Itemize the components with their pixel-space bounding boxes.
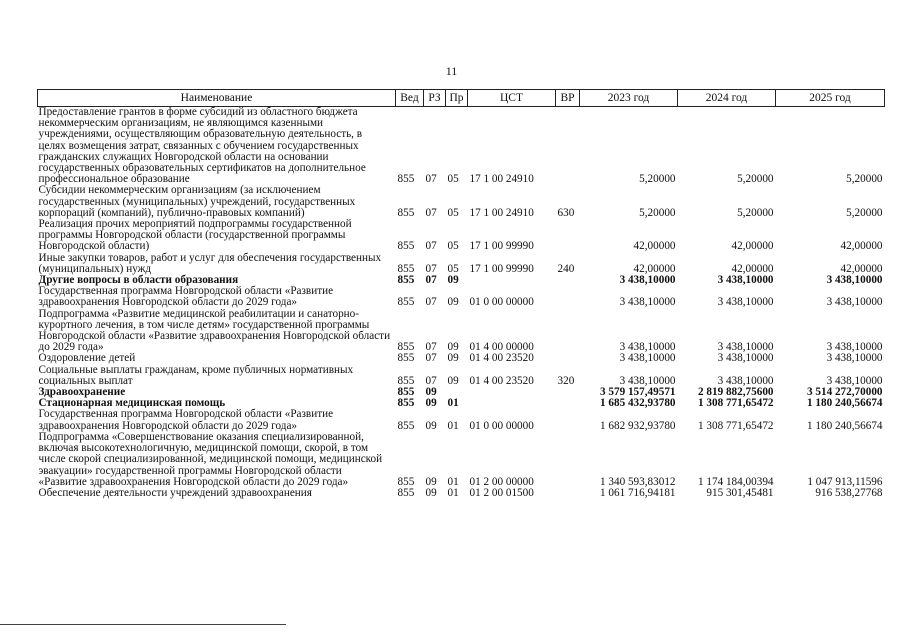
row-cst: 01 4 00 00000	[469, 341, 534, 354]
table-row	[38, 353, 885, 364]
row-vr	[556, 286, 580, 308]
table-row	[38, 286, 885, 308]
row-2024: 3 438,10000	[717, 341, 774, 354]
row-2024: 1 174 184,00394	[697, 475, 774, 488]
row-2024: 5,20000	[737, 206, 774, 219]
table-row	[38, 253, 885, 275]
table-row	[38, 409, 885, 431]
row-rz: 07	[425, 240, 437, 253]
row-ved: 855	[397, 173, 415, 186]
header-name: Наименование	[38, 90, 396, 107]
row-rz: 07	[425, 173, 437, 186]
row-ved: 855	[397, 374, 415, 387]
row-ved: 855	[397, 475, 415, 488]
header-2023: 2023 год	[580, 90, 678, 107]
row-rz: 07	[425, 352, 437, 365]
row-pr: 05	[447, 262, 459, 275]
row-cst	[468, 275, 556, 286]
table-row	[38, 488, 885, 499]
row-name: Социальные выплаты гражданам, кроме публичных нормативных социальных выплат	[38, 363, 354, 387]
row-2024: 42,00000	[731, 240, 774, 253]
row-rz: 07	[425, 206, 437, 219]
row-2023: 1 685 432,93780	[599, 397, 676, 410]
row-ved: 855	[397, 206, 415, 219]
row-name: Предоставление грантов в форме субсидий из областного бюджета некоммерческим организациям, не являющимся казенными учреждениями, осуществляющим образовательную деятельность, в целях возмещения затрат, связанных с обучением государственных гражданских служащих Новгородской области на основании государственных образовательных сертификатов на дополнительное профессиональное образование	[38, 106, 366, 186]
row-2023: 3 438,10000	[619, 341, 676, 354]
row-rz: 09	[425, 419, 437, 432]
header-2025: 2025 год	[776, 90, 885, 107]
row-pr: 01	[447, 486, 459, 499]
row-pr: 05	[447, 206, 459, 219]
row-2025: 1 180 240,56674	[806, 419, 883, 432]
row-pr: 05	[447, 240, 459, 253]
table-row	[38, 107, 885, 186]
row-name: Стационарная медицинская помощь	[38, 397, 226, 410]
row-2023: 3 438,10000	[619, 374, 676, 387]
row-2025: 42,00000	[840, 240, 883, 253]
row-name: Другие вопросы в области образования	[38, 274, 239, 287]
row-vr: 240	[557, 262, 575, 275]
row-2025: 5,20000	[846, 173, 883, 186]
row-pr: 09	[447, 341, 459, 354]
row-vr	[556, 219, 580, 253]
row-rz: 09	[425, 397, 437, 410]
row-2023: 3 438,10000	[619, 352, 676, 365]
row-2024: 3 438,10000	[717, 274, 774, 287]
row-2025: 1 047 913,11596	[807, 475, 883, 488]
header-pr: Пр	[446, 90, 468, 107]
row-rz: 07	[425, 341, 437, 354]
row-2023: 3 438,10000	[619, 296, 676, 309]
row-cst: 01 4 00 23520	[469, 352, 534, 365]
table-row	[38, 365, 885, 387]
row-2023: 1 061 716,94181	[599, 486, 676, 499]
row-2025: 3 514 272,70000	[806, 386, 883, 399]
row-pr: 09	[447, 374, 459, 387]
row-2023: 5,20000	[639, 206, 676, 219]
row-pr: 01	[447, 397, 459, 410]
row-ved: 855	[397, 274, 415, 287]
row-2024: 42,00000	[731, 262, 774, 275]
row-2025: 42,00000	[840, 262, 883, 275]
table-row	[38, 185, 885, 219]
budget-table	[37, 89, 885, 499]
row-cst: 17 1 00 24910	[469, 206, 534, 219]
row-2023: 1 340 593,83012	[599, 475, 676, 488]
row-2024: 2 819 882,75600	[697, 386, 774, 399]
row-rz: 07	[425, 274, 437, 287]
header-vr: ВР	[556, 90, 580, 107]
row-name: Реализация прочих мероприятий подпрограммы государственной программы Новгородской области (государственной программы Новгородской области)	[38, 218, 352, 253]
row-ved: 855	[397, 397, 415, 410]
row-ved: 855	[397, 486, 415, 499]
row-2025: 3 438,10000	[826, 341, 883, 354]
row-rz: 09	[425, 486, 437, 499]
row-cst: 17 1 00 24910	[469, 173, 534, 186]
row-rz: 07	[425, 262, 437, 275]
row-pr: 01	[447, 419, 459, 432]
row-cst	[468, 398, 556, 409]
row-vr	[556, 432, 580, 488]
row-cst: 01 2 00 01500	[469, 486, 534, 499]
row-ved: 855	[397, 296, 415, 309]
row-name: Подпрограмма «Развитие медицинской реабилитации и санаторно-курортного лечения, в том числе детям» государственной программы Новгородской области «Развитие здравоохранения Новгородской области до 2029 года»	[38, 307, 391, 354]
row-2025: 5,20000	[846, 206, 883, 219]
row-vr	[556, 353, 580, 364]
row-2023: 1 682 932,93780	[599, 419, 676, 432]
row-2023: 42,00000	[633, 262, 676, 275]
row-name: Государственная программа Новгородской области «Развитие здравоохранения Новгородской области до 2029 года»	[38, 285, 334, 309]
row-pr: 05	[447, 173, 459, 186]
row-cst	[468, 387, 556, 398]
row-2025: 916 538,27768	[815, 486, 883, 499]
row-cst: 01 4 00 23520	[469, 374, 534, 387]
row-pr: 09	[447, 274, 459, 287]
row-2023: 3 579 157,49571	[599, 386, 676, 399]
row-2023: 5,20000	[639, 173, 676, 186]
row-name: Иные закупки товаров, работ и услуг для обеспечения государственных (муниципальных) нужд	[38, 251, 382, 275]
row-ved: 855	[397, 262, 415, 275]
row-2024: 3 438,10000	[717, 374, 774, 387]
row-vr: 630	[557, 206, 575, 219]
table-body	[38, 107, 885, 500]
footer-rule	[0, 624, 286, 625]
row-2024: 3 438,10000	[717, 352, 774, 365]
header-row	[38, 90, 885, 107]
row-2023: 42,00000	[633, 240, 676, 253]
row-rz: 09	[425, 475, 437, 488]
row-ved: 855	[397, 386, 415, 399]
row-name: Государственная программа Новгородской области «Развитие здравоохранения Новгородской области до 2029 года»	[38, 408, 334, 432]
row-2025: 1 180 240,56674	[806, 397, 883, 410]
row-2024: 1 308 771,65472	[697, 419, 774, 432]
row-vr	[556, 398, 580, 409]
row-ved: 855	[397, 240, 415, 253]
row-ved: 855	[397, 352, 415, 365]
row-2025: 3 438,10000	[826, 374, 883, 387]
row-cst: 01 0 00 00000	[469, 296, 534, 309]
header-ved: Вед	[396, 90, 424, 107]
row-2024: 3 438,10000	[717, 296, 774, 309]
row-2024: 915 301,45481	[706, 486, 774, 499]
row-rz: 09	[425, 386, 437, 399]
row-vr	[556, 387, 580, 398]
row-2025: 3 438,10000	[826, 274, 883, 287]
header-rz: РЗ	[424, 90, 446, 107]
table-row	[38, 309, 885, 354]
row-cst: 17 1 00 99990	[469, 262, 534, 275]
header-2024: 2024 год	[678, 90, 776, 107]
row-pr: 09	[447, 296, 459, 309]
row-cst: 01 2 00 00000	[469, 475, 534, 488]
row-vr	[556, 409, 580, 431]
row-rz: 07	[425, 296, 437, 309]
row-2023: 3 438,10000	[619, 274, 676, 287]
row-vr: 320	[557, 374, 575, 387]
row-vr	[556, 275, 580, 286]
row-name: Подпрограмма «Совершенствование оказания специализированной, включая высокотехнологичную, медицинской помощи, скорой, в том числе скорой специализированной, медицинской помощи, медицинской эвакуации» государственной программы Новгородской области «Развитие здравоохранения Новгородской области до 2029 года»	[38, 430, 383, 488]
row-ved: 855	[397, 419, 415, 432]
row-rz: 07	[425, 374, 437, 387]
row-name: Здравоохранение	[38, 386, 126, 399]
row-cst: 17 1 00 99990	[469, 240, 534, 253]
row-2024: 1 308 771,65472	[697, 397, 774, 410]
row-name: Субсидии некоммерческим организациям (за исключением государственных (муниципальных) учреждений, государственных корпораций (компаний), публично-правовых компаний)	[38, 184, 356, 219]
row-name: Обеспечение деятельности учреждений здравоохранения	[38, 486, 312, 499]
row-name: Оздоровление детей	[38, 352, 136, 365]
header-cst: ЦСТ	[468, 90, 556, 107]
row-vr	[556, 309, 580, 354]
row-2025: 3 438,10000	[826, 352, 883, 365]
row-vr	[556, 107, 580, 186]
row-cst: 01 0 00 00000	[469, 419, 534, 432]
row-vr	[556, 488, 580, 499]
row-pr: 09	[447, 352, 459, 365]
page-number: 11	[445, 64, 458, 78]
table-row	[38, 219, 885, 253]
row-pr: 01	[447, 475, 459, 488]
row-2025: 3 438,10000	[826, 296, 883, 309]
row-ved: 855	[397, 341, 415, 354]
table-row	[38, 432, 885, 488]
row-2024: 5,20000	[737, 173, 774, 186]
